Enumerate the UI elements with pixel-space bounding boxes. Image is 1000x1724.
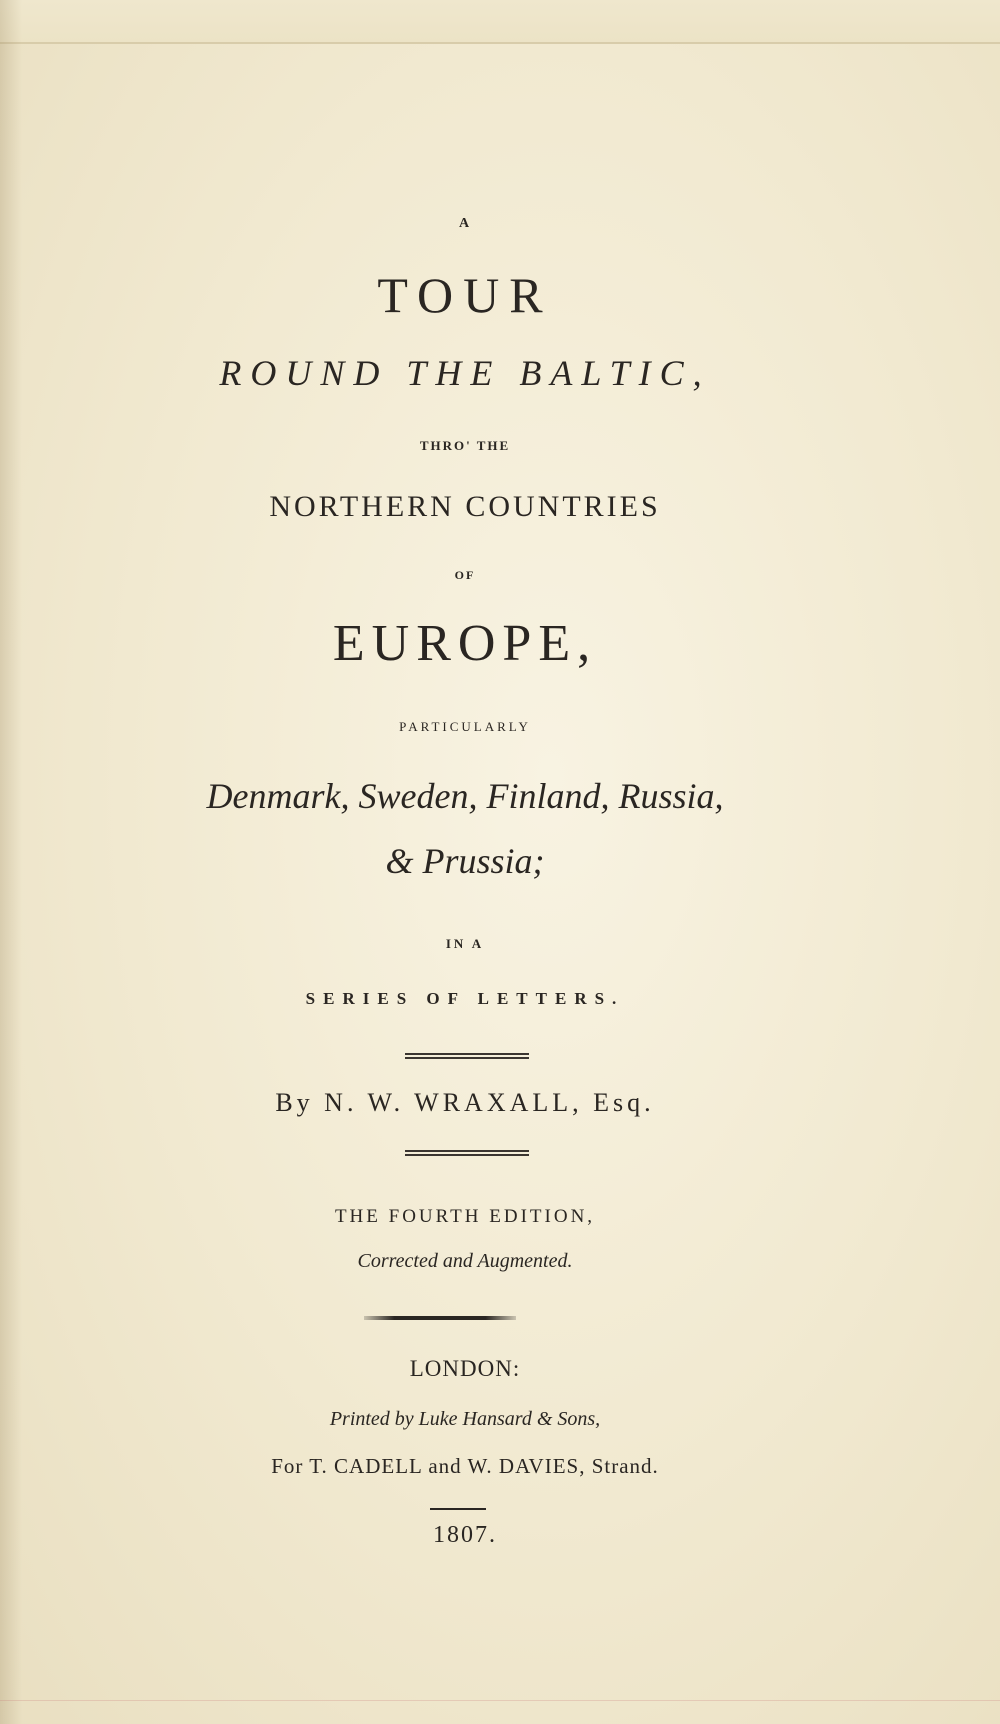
title-particularly: PARTICULARLY (399, 719, 531, 734)
imprint-publisher: For T. CADELL and W. DAVIES, Strand. (271, 1454, 659, 1478)
double-rule-top (405, 1053, 529, 1059)
page-bottom-mark (0, 1700, 1000, 1701)
imprint-city: LONDON: (409, 1356, 521, 1381)
edition-line: THE FOURTH EDITION, (334, 1206, 596, 1227)
edition-note: Corrected and Augmented. (357, 1250, 573, 1272)
double-rule-bottom (405, 1150, 529, 1156)
title-subtitle: ROUND THE BALTIC, (219, 353, 711, 393)
title-prussia: & Prussia; (385, 841, 545, 881)
title-connector: THRO' THE (419, 438, 511, 453)
author-line: By N. W. WRAXALL, Esq. (275, 1088, 655, 1117)
title-northern-countries: NORTHERN COUNTRIES (269, 490, 661, 523)
imprint-printer: Printed by Luke Hansard & Sons, (329, 1408, 601, 1430)
short-rule (430, 1508, 486, 1510)
tapered-rule (364, 1316, 516, 1320)
title-europe: EUROPE, (332, 615, 598, 672)
title-of: OF (454, 568, 476, 582)
title-series-of-letters: SERIES OF LETTERS. (305, 989, 625, 1008)
title-in-a: IN A (445, 936, 485, 951)
title-main: TOUR (377, 267, 553, 323)
page-top-edge (0, 0, 1000, 44)
imprint-year: 1807. (433, 1522, 497, 1548)
title-country-list: Denmark, Sweden, Finland, Russia, (206, 776, 724, 816)
title-article: A (458, 216, 472, 231)
